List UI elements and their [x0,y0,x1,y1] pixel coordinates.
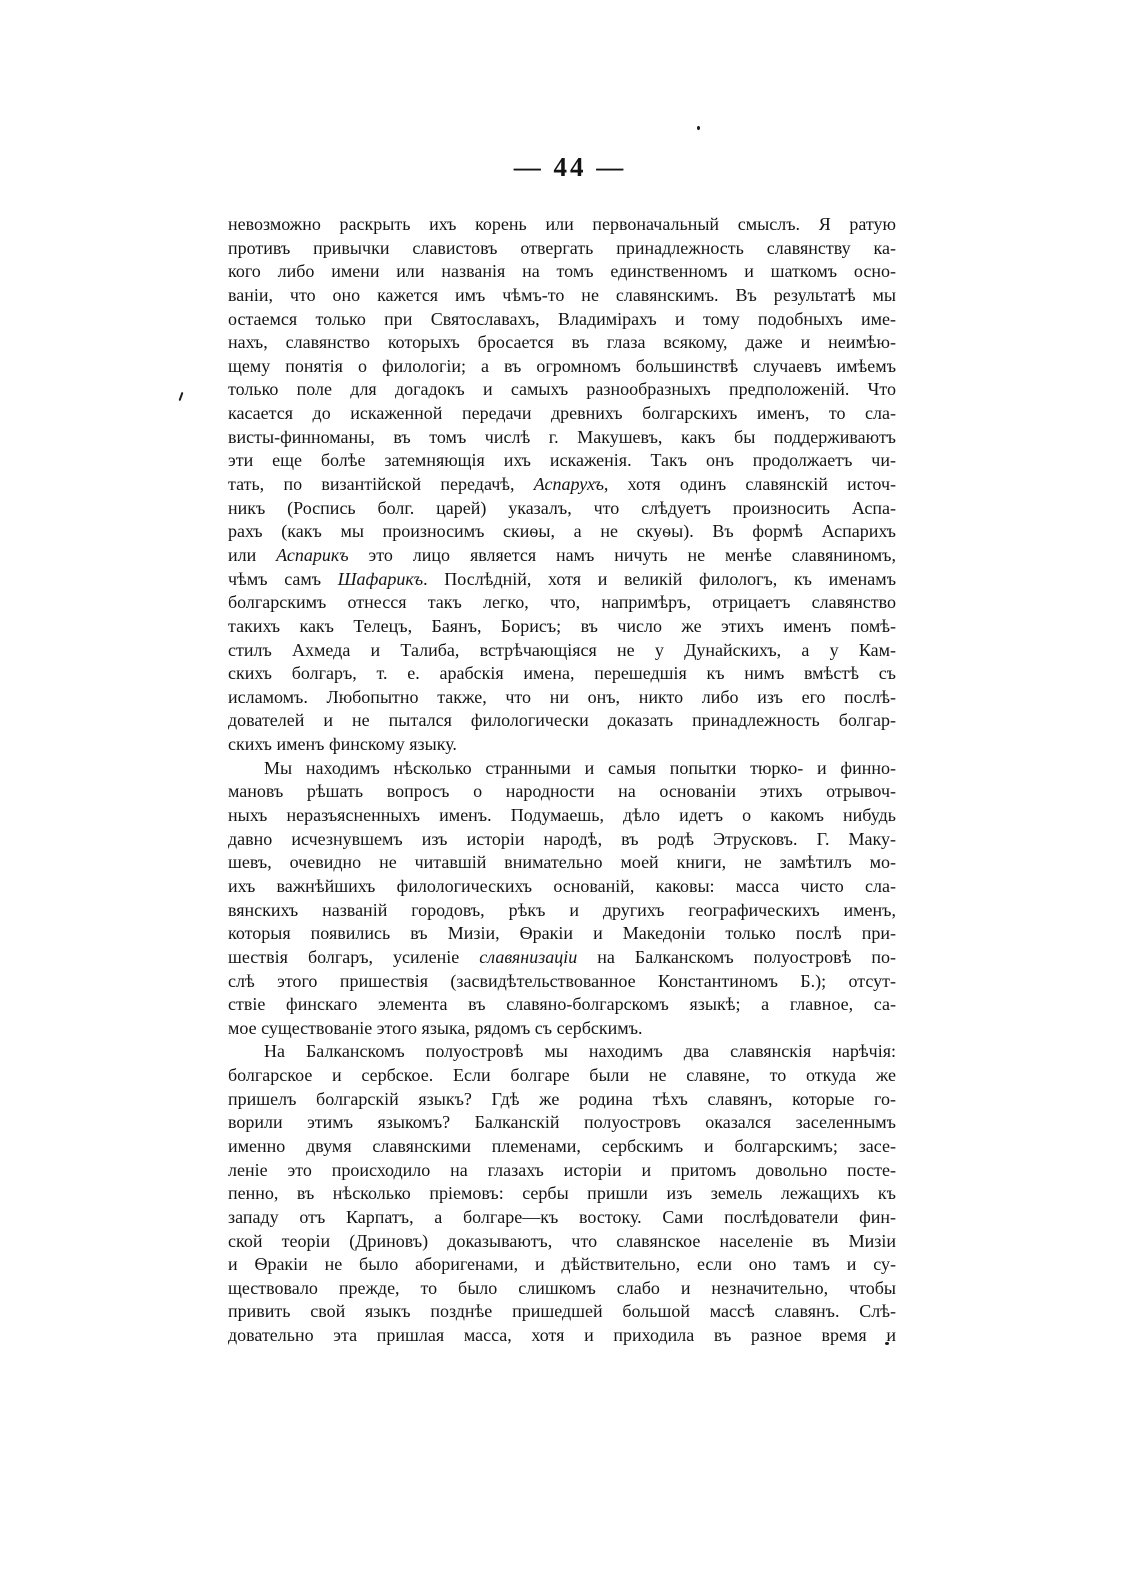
print-speck [697,126,700,130]
text-line: слѣ этого пришествія (засвидѣтельствованное Константиномъ Б.); отсут- [228,970,896,991]
text-line: рахъ (какъ мы произносимъ скиѳы, а не скуѳы). Въ формѣ Аспарихъ [228,521,896,542]
paragraph-start-line: Мы находимъ нѣсколько странными и самыя попытки тюрко- и финно- [264,757,896,778]
text-line: чѣмъ самъ Шафарикъ. Послѣдній, хотя и великій филологъ, къ именамъ [228,568,896,589]
text-line: противъ привычки славистовъ отвергать принадлежность славянству ка- [228,237,896,258]
text-line: только поле для догадокъ и самыхъ разнообразныхъ предположеній. Что [228,379,896,400]
text-line: и Ѳракіи не было аборигенами, и дѣйствительно, если оно тамъ и су- [228,1254,896,1275]
text-line: ихъ важнѣйшихъ филологическихъ основаній, каковы: масса чисто сла- [228,875,896,896]
text-line: вянскихъ названій городовъ, рѣкъ и другихъ географическихъ именъ, [228,899,896,920]
text-line: которыя появились въ Мизіи, Ѳракіи и Македоніи только послѣ при- [228,923,896,944]
text-line: такихъ какъ Телецъ, Баянъ, Борисъ; въ число же этихъ именъ помѣ- [228,615,896,636]
text-line: ществовало прежде, то было слишкомъ слабо и незначительно, чтобы [228,1277,896,1298]
text-line: нахъ, славянство которыхъ бросается въ глаза всякому, даже и неимѣю- [228,332,896,353]
text-line: западу отъ Карпатъ, а болгаре—къ востоку. Сами послѣдователи фин- [228,1206,896,1227]
text-line: довательно эта пришлая масса, хотя и приходила въ разное время и [228,1325,896,1346]
text-line: ствіе финскаго элемента въ славяно-болгарскомъ языкѣ; а главное, са- [228,994,896,1015]
text-line: именно двумя славянскими племенами, сербскимъ и болгарскимъ; засе- [228,1135,896,1156]
text-line: давно исчезнувшемъ изъ исторіи народѣ, въ родѣ Этрусковъ. Г. Маку- [228,828,896,849]
text-line: тать, по византійской передачѣ, Аспарухъ, хотя одинъ славянскій источ- [228,474,896,495]
text-line: ваніи, что оно кажется имъ чѣмъ-то не славянскимъ. Въ результатѣ мы [228,284,896,305]
text-line: шевъ, очевидно не читавшій внимательно моей книги, не замѣтилъ мо- [228,852,896,873]
text-line: стилъ Ахмеда и Талиба, встрѣчающіяся не у Дунайскихъ, а у Кам- [228,639,896,660]
text-line: болгарское и сербское. Если болгаре были не славяне, то откуда же [228,1065,896,1086]
text-line: висты-финноманы, въ томъ числѣ г. Макушевъ, какъ бы поддерживаютъ [228,426,896,447]
text-line: невозможно раскрыть ихъ корень или первоначальный смыслъ. Я ратую [228,214,896,234]
text-line: остаемся только при Святославахъ, Владимірахъ и тому подобныхъ име- [228,308,896,329]
text-line: или Аспарикъ это лицо является намъ ничуть не менѣе славяниномъ, [228,544,896,565]
paragraph-end-line: скихъ именъ финскому языку. [228,734,457,755]
text-line: дователей и не пытался филологически доказать принадлежность болгар- [228,710,896,731]
text-line: ныхъ неразъясненныхъ именъ. Подумаешь, дѣло идетъ о какомъ нибудь [228,805,896,826]
text-line: ской теоріи (Дриновъ) доказываютъ, что славянское населеніе въ Мизіи [228,1230,896,1251]
text-line: шествія болгаръ, усиленіе славянизаціи на Балканскомъ полуостровѣ по- [228,946,896,967]
text-line: ворили этимъ языкомъ? Балканскій полуостровъ оказался заселеннымъ [228,1112,896,1133]
text-line: щему понятія о филологіи; а въ огромномъ большинствѣ случаевъ имѣемъ [228,355,896,376]
text-line: мановъ рѣшать вопросъ о народности на основаніи этихъ отрывоч- [228,781,896,802]
body-text [228,213,896,1348]
text-line: пришелъ болгарскій языкъ? Гдѣ же родина тѣхъ славянъ, которые го- [228,1088,896,1109]
text-line: привить свой языкъ позднѣе пришедшей большой массѣ славянъ. Слѣ- [228,1301,896,1322]
text-line: болгарскимъ отнесся такъ легко, что, напримѣръ, отрицаетъ славянство [228,592,896,613]
text-line: эти еще болѣе затемняющія ихъ искаженія. Такъ онъ продолжаетъ чи- [228,450,896,471]
paragraph-start-line: На Балканскомъ полуостровѣ мы находимъ два славянскія нарѣчія: [264,1041,896,1062]
text-line: леніе это происходило на глазахъ исторіи и притомъ довольно посте- [228,1159,896,1180]
page-number: — 44 — [513,152,627,182]
text-line: никъ (Роспись болг. царей) указалъ, что слѣдуетъ произносить Аспа- [228,497,896,518]
text-line: касается до искаженной передачи древнихъ болгарскихъ именъ, то сла- [228,403,896,424]
text-line: исламомъ. Любопытно также, что ни онъ, никто либо изъ его послѣ- [228,686,896,707]
text-line: пенно, въ нѣсколько пріемовъ: сербы пришли изъ земель лежащихъ къ [228,1183,896,1204]
text-line: кого либо имени или названія на томъ единственномъ и шаткомъ осно- [228,261,896,282]
paragraph-end-line: мое существованіе этого языка, рядомъ съ сербскимъ. [228,1017,643,1038]
text-line: скихъ болгаръ, т. е. арабскія имена, перешедшія къ нимъ вмѣстѣ съ [228,663,896,684]
print-speck [179,392,184,401]
